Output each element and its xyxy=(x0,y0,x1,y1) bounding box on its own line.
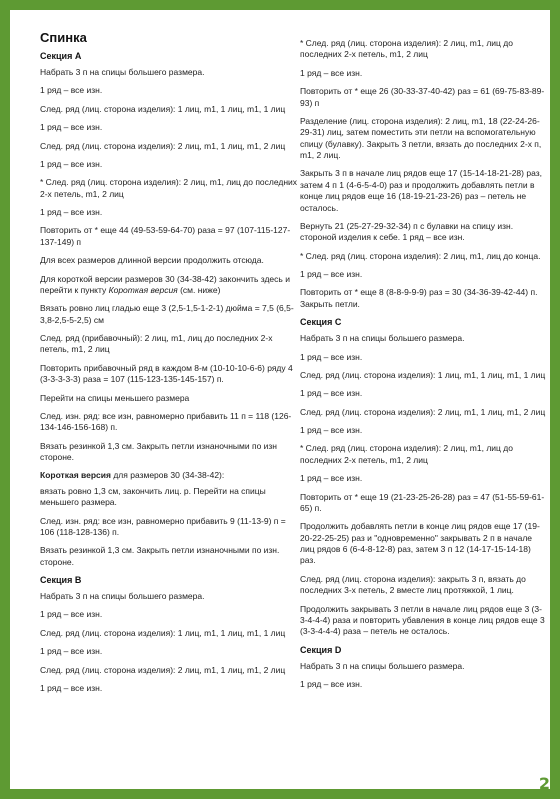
paragraph: Вязать ровно лиц гладью еще 3 (2,5-1,5-1-2-1) дюйма = 7,5 (6,5-3,8-2,5-5-2,5) см xyxy=(40,303,294,325)
paragraph: След. ряд (лиц. сторона изделия): 2 лиц, m1, 1 лиц, m1, 2 лиц xyxy=(40,664,286,675)
section-a-heading: Секция А xyxy=(40,51,82,61)
section-d-heading: Секция D xyxy=(300,644,342,655)
paragraph: Закрыть 3 п в начале лиц рядов еще 17 (15-14-18-21-28) раз, затем 4 п 1 (4-6-5-4-0) раз и продолжить добавлять петли в конце лиц рядов еще 16 (18-19-21-23-26) раз – петель не осталось. xyxy=(300,168,542,213)
left-column xyxy=(40,20,298,701)
paragraph: 1 ряд – все изн. xyxy=(40,122,103,133)
paragraph: 1 ряд – все изн. xyxy=(300,425,363,435)
section-c-heading: Секция С xyxy=(300,317,342,328)
paragraph: След. ряд (лиц. сторона изделия): 2 лиц, m1, 1 лиц, m1, 2 лиц xyxy=(40,140,286,151)
paragraph: 1 ряд – все изн. xyxy=(300,473,363,484)
paragraph: Для всех размеров длинной версии продолжить отсюда. xyxy=(40,255,264,266)
paragraph: Повторить от * еще 8 (8-8-9-9-9) раз = 30 (34-36-39-42-44) п. Закрыть петли. xyxy=(300,287,538,309)
paragraph: 1 ряд – все изн. xyxy=(40,682,103,693)
paragraph: 1 ряд – все изн. xyxy=(40,158,103,169)
right-column xyxy=(300,38,546,697)
paragraph: Вязать резинкой 1,3 см. Закрыть петли изнаночными по изн стороне. xyxy=(40,440,277,462)
paragraph: 1 ряд – все изн. xyxy=(40,609,103,620)
paragraph: След. ряд (прибавочный): 2 лиц, m1, лиц до последних 2-х петель, m1, 2 лиц xyxy=(40,333,273,355)
paragraph: Продолжить добавлять петли в конце лиц рядов еще 17 (19-20-22-25-25) раз и "одновременно" закрывать 2 п в начале лиц рядов 6 (6-4-8-12-8) раз, затем 3 п 12 (14-17-15-14-18) раз. xyxy=(300,521,540,566)
paragraph: Повторить от * еще 44 (49-53-59-64-70) раза = 97 (107-115-127-137-149) п xyxy=(40,225,291,247)
paragraph: След. изн. ряд: все изн, равномерно прибавить 9 (11-13-9) п = 106 (118-128-136) п. xyxy=(40,515,286,537)
paragraph: Набрать 3 п на спицы большего размера. xyxy=(40,591,205,601)
italic-reference: Короткая версия xyxy=(108,284,178,295)
paragraph: Перейти на спицы меньшего размера xyxy=(40,392,190,403)
text-span: для размеров 30 (34-38-42): xyxy=(110,470,225,481)
paragraph: След. ряд (лиц. сторона изделия): 2 лиц, m1, 1 лиц, m1, 2 лиц xyxy=(300,406,546,417)
paragraph: Вязать резинкой 1,3 см. Закрыть петли изнаночными по изн. стороне. xyxy=(40,545,280,567)
paragraph: След. ряд (лиц. сторона изделия): 1 лиц, m1, 1 лиц, m1, 1 лиц xyxy=(40,627,286,638)
paragraph xyxy=(40,274,298,297)
paragraph: След. ряд (лиц. сторона изделия): 1 лиц, m1, 1 лиц, m1, 1 лиц xyxy=(300,369,546,380)
paragraph: 1 ряд – все изн. xyxy=(40,207,103,217)
text-span: Для короткой версии размеров 30 (34-38-42) закончить здесь и перейти к пункту xyxy=(40,273,290,295)
page-number: 2 xyxy=(538,774,550,793)
section-b-heading: Секция В xyxy=(40,575,82,585)
paragraph: * След. ряд (лиц. сторона изделия): 2 лиц, m1, лиц до последних 2-х петель, m1, 2 лиц xyxy=(40,177,298,199)
paragraph: След. ряд (лиц. сторона изделия): 1 лиц, m1, 1 лиц, m1, 1 лиц xyxy=(40,103,286,114)
paragraph: Разделение (лиц. сторона изделия): 2 лиц, m1, 18 (22-24-26-29-31) лиц, затем поместить эти петли на вспомогательную спицу (булавку). Закрыть 3 петли, вязать до последних 2-х п, m1, 2 лиц. xyxy=(300,115,542,160)
bold-label: Короткая версия xyxy=(40,470,111,481)
paragraph: * След. ряд (лиц. сторона изделия): 2 лиц, m1, лиц до последних 2-х петель, m1, 2 лиц xyxy=(300,38,513,60)
paragraph: 1 ряд – все изн. xyxy=(40,646,103,657)
paragraph: Повторить прибавочный ряд в каждом 8-м (10-10-10-6-6) ряду 4 (3-3-3-3-3) раза = 107 (115-123-135-145-157) п. xyxy=(40,362,293,385)
paragraph: 1 ряд – все изн. xyxy=(300,351,363,362)
paragraph: Набрать 3 п на спицы большего размера. xyxy=(300,660,465,671)
paragraph: Повторить от * еще 26 (30-33-37-40-42) раз = 61 (69-75-83-89-93) п xyxy=(300,86,545,108)
paragraph: 1 ряд – все изн. xyxy=(300,388,363,399)
paragraph: 1 ряд – все изн. xyxy=(300,679,363,689)
paragraph: 1 ряд – все изн. xyxy=(300,269,363,279)
text-span: (см. ниже) xyxy=(177,284,221,295)
paragraph: След. ряд (лиц. сторона изделия): закрыть 3 п, вязать до последних 3-х петель, 2 вместе лиц протяжкой, 1 лиц. xyxy=(300,573,526,596)
paragraph: * След. ряд (лиц. сторона изделия): 2 лиц, m1, лиц до последних 2-х петель, m1, 2 лиц xyxy=(300,443,513,465)
paragraph: 1 ряд – все изн. xyxy=(40,85,103,96)
paragraph: Продолжить закрывать 3 петли в начале лиц рядов еще 3 (3-3-4-4-4) раза и повторить убавления в конце лиц рядов еще 3 (3-3-4-4-4) раза – петель не осталось. xyxy=(300,603,545,637)
paragraph: След. изн. ряд: все изн, равномерно прибавить 11 п = 118 (126-134-146-156-168) п. xyxy=(40,410,292,433)
paragraph: Набрать 3 п на спицы большего размера. xyxy=(40,67,205,77)
paragraph: Набрать 3 п на спицы большего размера. xyxy=(300,333,465,344)
paragraph: * След. ряд (лиц. сторона изделия): 2 лиц, m1, лиц до конца. xyxy=(300,250,541,261)
paragraph: вязать ровно 1,3 см, закончить лиц. р. Перейти на спицы меньшего размера. xyxy=(40,485,266,508)
short-version-heading xyxy=(40,470,298,481)
paragraph: 1 ряд – все изн. xyxy=(300,67,363,78)
page-title: Спинка xyxy=(40,30,87,45)
paragraph: Повторить от * еще 19 (21-23-25-26-28) раз = 47 (51-55-59-61-65) п. xyxy=(300,491,545,513)
paragraph: Вернуть 21 (25-27-29-32-34) п с булавки на спицу изн. стороной изделия к себе. 1 ряд – все изн. xyxy=(300,220,514,243)
page-content xyxy=(20,20,560,799)
